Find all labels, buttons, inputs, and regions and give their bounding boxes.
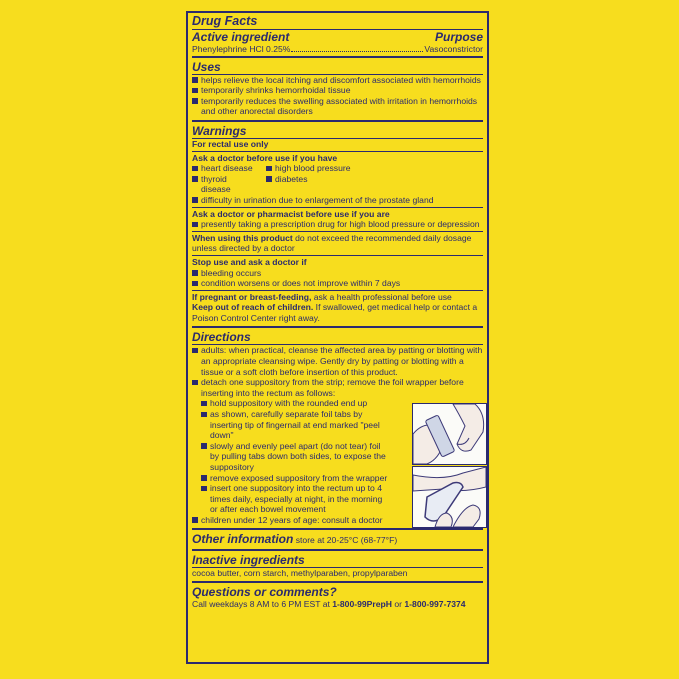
- questions-heading: Questions or comments?: [192, 585, 337, 600]
- conditions-row: [192, 174, 483, 195]
- stop-item: bleeding occurs: [192, 268, 483, 279]
- ask-doctor-heading: Ask a doctor before use if you have: [192, 152, 338, 163]
- inactive-ingredients-heading: Inactive ingredients: [192, 552, 305, 567]
- condition-item: diabetes: [266, 174, 308, 195]
- keep-away-text: Keep out of reach of children. If swallowed, get medical help or contact a Poison Control Center right away.: [192, 302, 478, 323]
- stop-use-heading: Stop use and ask a doctor if: [192, 256, 307, 267]
- conditions-row: [192, 163, 483, 174]
- pregnancy-text: If pregnant or breast-feeding, ask a health professional before use: [192, 291, 452, 302]
- direction-step: as shown, carefully separate foil tabs by inserting tip of fingernail at end marked "peel down": [201, 409, 388, 441]
- facts-header-section: [192, 13, 483, 58]
- rectal-use-text: For rectal use only: [192, 138, 269, 149]
- directions-children: children under 12 years of age: consult a doctor: [192, 515, 483, 526]
- condition-item: high blood pressure: [266, 163, 351, 174]
- active-ingredient: Phenylephrine HCl 0.25%: [192, 44, 291, 54]
- directions-heading: Directions: [192, 330, 251, 345]
- when-using-text: When using this product do not exceed the recommended daily dosage unless directed by a doctor: [192, 232, 472, 254]
- pharmacist-item: presently taking a prescription drug for high blood pressure or depression: [192, 219, 483, 230]
- remove-suppository-illustration: [412, 466, 487, 528]
- uses-item: temporarily shrinks hemorrhoidal tissue: [192, 85, 483, 96]
- purpose-heading: Purpose: [434, 30, 483, 44]
- active-heading-row: [192, 30, 483, 44]
- directions-adults: adults: when practical, cleanse the affected area by patting or blotting with an appropriate cleansing wipe. Gently dry by patting or blotting with a tissue or a soft cloth before insertion of this product.: [192, 345, 483, 377]
- uses-item: helps relieve the local itching and discomfort associated with hemorrhoids: [192, 75, 483, 86]
- phone-number-1: 1-800-99PrepH: [332, 599, 392, 610]
- condition-item: thyroid disease: [192, 174, 256, 195]
- drug-facts-panel: [186, 11, 489, 664]
- direction-step: remove exposed suppository from the wrapper: [201, 473, 388, 484]
- condition-item: difficulty in urination due to enlargement of the prostate gland: [192, 195, 483, 206]
- peel-foil-illustration: [412, 403, 487, 465]
- direction-step: slowly and evenly peel apart (do not tear) foil by pulling tabs down both sides, to expose the suppository: [201, 441, 388, 473]
- phone-number-2: 1-800-997-7374: [404, 599, 466, 610]
- drug-facts-title: Drug Facts: [192, 14, 258, 28]
- direction-step: hold suppository with the rounded end up: [201, 398, 388, 409]
- other-information-section: [192, 530, 483, 551]
- storage-text: store at 20-25°C (68-77°F): [295, 534, 398, 545]
- warnings-section: [192, 122, 483, 329]
- directions-section: [192, 328, 483, 529]
- active-ingredient-row: [192, 44, 483, 56]
- uses-section: [192, 58, 483, 122]
- inactive-ingredients-section: [192, 551, 483, 584]
- active-ingredient-heading: Active ingredient: [192, 30, 290, 44]
- questions-section: [192, 583, 483, 613]
- inactive-ingredients-text: cocoa butter, corn starch, methylparaben, propylparaben: [192, 567, 408, 578]
- stop-item: condition worsens or does not improve within 7 days: [192, 278, 483, 289]
- directions-detach: detach one suppository from the strip; remove the foil wrapper before inserting into the rectum as follows:: [192, 377, 483, 398]
- uses-item: temporarily reduces the swelling associated with irritation in hemorrhoids and other anorectal disorders: [192, 96, 483, 117]
- condition-item: heart disease: [192, 163, 256, 174]
- other-information-heading: Other information: [192, 531, 294, 546]
- questions-text: Call weekdays 8 AM to 6 PM EST at 1-800-99PrepH or 1-800-997-7374: [192, 599, 466, 610]
- direction-step: insert one suppository into the rectum up to 4 times daily, especially at night, in the morning or after each bowel movement: [201, 483, 388, 515]
- warnings-heading: Warnings: [192, 123, 247, 138]
- uses-heading: Uses: [192, 59, 221, 74]
- ask-pharmacist-heading: Ask a doctor or pharmacist before use if you are: [192, 208, 390, 219]
- purpose-value: Vasoconstrictor: [424, 44, 483, 54]
